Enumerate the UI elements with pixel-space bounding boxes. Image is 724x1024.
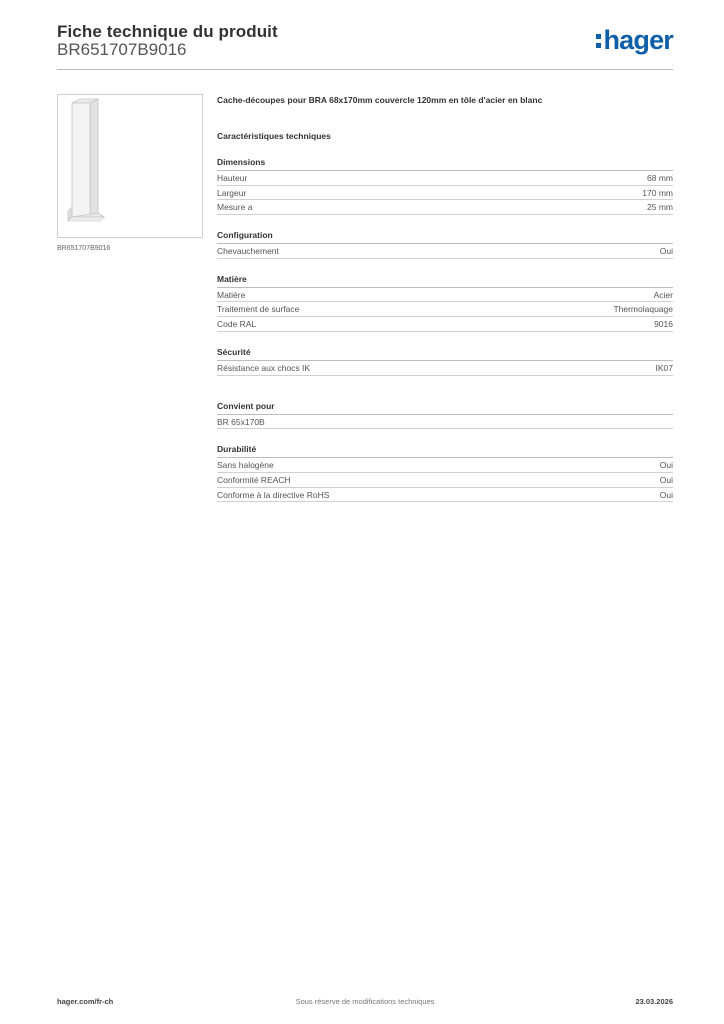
- product-reference: BR651707B9016: [57, 40, 187, 59]
- document-title: Fiche technique du produit: [57, 22, 278, 41]
- section-title: Matière: [217, 273, 673, 288]
- spec-value: IK07: [655, 362, 673, 373]
- tech-characteristics-heading: Caractéristiques techniques: [217, 131, 331, 141]
- spec-value: 25 mm: [647, 202, 673, 213]
- spec-row: [217, 171, 673, 186]
- footer-disclaimer: Sous réserve de modifications techniques: [295, 997, 435, 1006]
- spec-value: 170 mm: [642, 187, 673, 198]
- spec-label: Résistance aux chocs IK: [217, 362, 311, 373]
- spec-row: [217, 473, 673, 488]
- spec-label: Code RAL: [217, 319, 257, 330]
- footer-date: 23.03.2026: [635, 997, 673, 1006]
- spec-content: [217, 94, 673, 502]
- spec-value: 9016: [654, 319, 673, 330]
- spec-label: Chevauchement: [217, 246, 279, 257]
- spec-label: Sans halogène: [217, 460, 274, 471]
- spec-row: [217, 361, 673, 376]
- product-image-frame: [57, 94, 203, 238]
- spec-value: Oui: [659, 489, 673, 500]
- spec-row: [217, 458, 673, 473]
- page-footer: [57, 997, 673, 1011]
- spec-row: [217, 415, 673, 430]
- section-dimensions: [217, 156, 673, 215]
- section-durability: [217, 443, 673, 502]
- section-safety: [217, 346, 673, 376]
- spec-label: Hauteur: [217, 173, 248, 183]
- logo-text: hager: [603, 25, 673, 55]
- spec-value: 68 mm: [647, 173, 673, 183]
- section-title: Convient pour: [217, 400, 673, 415]
- spec-value: Oui: [659, 474, 673, 485]
- product-description: Cache-découpes pour BRA 68x170mm couvercle 120mm en tôle d'acier en blanc: [217, 95, 543, 105]
- footer-website-link[interactable]: hager.com/fr-ch: [57, 997, 114, 1006]
- spec-label: Largeur: [217, 187, 247, 198]
- page-header: [57, 20, 673, 70]
- spec-label: Mesure a: [217, 202, 253, 213]
- spec-row: [217, 302, 673, 317]
- spec-value: Thermolaquage: [613, 304, 673, 315]
- spec-label: Matière: [217, 289, 246, 300]
- spec-row: [217, 288, 673, 303]
- spec-label: BR 65x170B: [217, 416, 265, 427]
- spec-value: Acier: [653, 289, 673, 300]
- product-image-caption: BR651707B9016: [57, 245, 111, 252]
- section-suitable-for: [217, 400, 673, 430]
- spec-value: Oui: [659, 460, 673, 471]
- spec-row: [217, 488, 673, 503]
- section-material: [217, 273, 673, 332]
- section-title: Dimensions: [217, 156, 673, 171]
- section-title: Durabilité: [217, 443, 673, 458]
- section-title: Sécurité: [217, 346, 673, 361]
- spec-row: [217, 244, 673, 259]
- section-configuration: [217, 229, 673, 259]
- spec-value: Oui: [659, 246, 673, 257]
- spec-label: Traitement de surface: [217, 304, 300, 315]
- section-title: Configuration: [217, 229, 673, 244]
- spec-label: Conformité REACH: [217, 474, 291, 485]
- spec-row: [217, 317, 673, 332]
- hager-logo: [596, 26, 673, 54]
- logo-dots-icon: [596, 34, 601, 48]
- product-image: [58, 95, 204, 239]
- spec-label: Conforme à la directive RoHS: [217, 489, 330, 500]
- spec-row: [217, 200, 673, 215]
- spec-row: [217, 186, 673, 201]
